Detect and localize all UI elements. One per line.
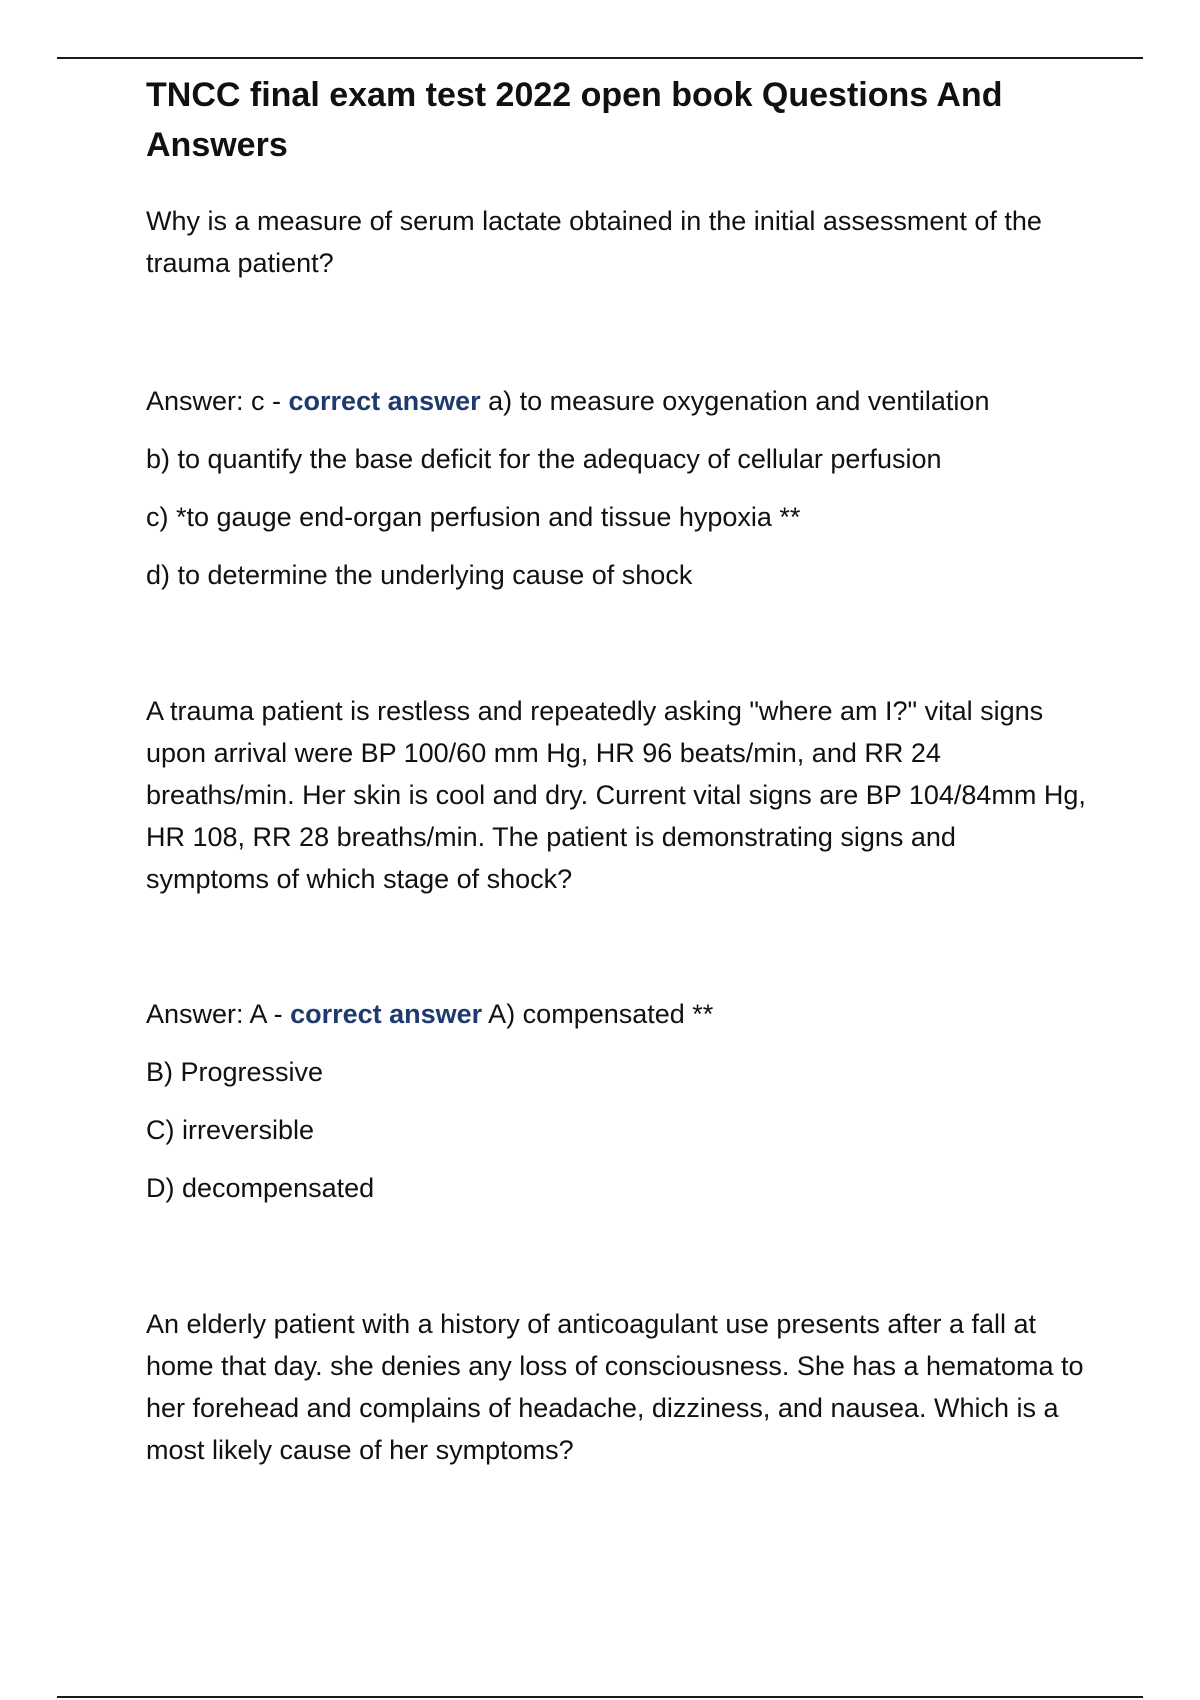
bottom-rule <box>57 1696 1143 1698</box>
top-rule <box>57 57 1143 59</box>
answer-2 <box>146 994 1086 1034</box>
answer-2-prefix: Answer: A - <box>146 999 291 1029</box>
option-2-b: B) Progressive <box>146 1057 324 1087</box>
answer-1-prefix: Answer: c - <box>146 386 289 416</box>
option-1-c: c) *to gauge end-organ perfusion and tissue hypoxia ** <box>146 502 801 532</box>
option-1-d: d) to determine the underlying cause of shock <box>146 560 693 590</box>
option-2-d: D) decompensated <box>146 1173 375 1203</box>
answer-1 <box>146 381 1086 421</box>
document-title: TNCC final exam test 2022 open book Questions And Answers <box>146 76 1003 164</box>
question-2: A trauma patient is restless and repeatedly asking "where am I?" vital signs upon arrival were BP 100/60 mm Hg, HR 96 beats/min, and RR 24 breaths/min. Her skin is cool and dry. Current vital signs are BP 104/84mm Hg, HR 108, RR 28 breaths/min. The patient is demonstrating signs and symptoms of which stage of shock? <box>146 696 1086 894</box>
correct-answer-label-1: correct answer <box>288 386 481 416</box>
document-body <box>146 70 1086 1471</box>
option-1-b: b) to quantify the base deficit for the adequacy of cellular perfusion <box>146 444 942 474</box>
option-2-c: C) irreversible <box>146 1115 315 1145</box>
answer-2-first-option: A) compensated ** <box>482 999 714 1029</box>
question-1: Why is a measure of serum lactate obtained in the initial assessment of the trauma patient? <box>146 206 1042 278</box>
answer-1-first-option: a) to measure oxygenation and ventilation <box>480 386 990 416</box>
correct-answer-label-2: correct answer <box>290 999 483 1029</box>
question-3: An elderly patient with a history of anticoagulant use presents after a fall at home that day. she denies any loss of consciousness. She has a hematoma to her forehead and complains of headache, dizziness, and nausea. Which is a most likely cause of her symptoms? <box>146 1309 1084 1465</box>
